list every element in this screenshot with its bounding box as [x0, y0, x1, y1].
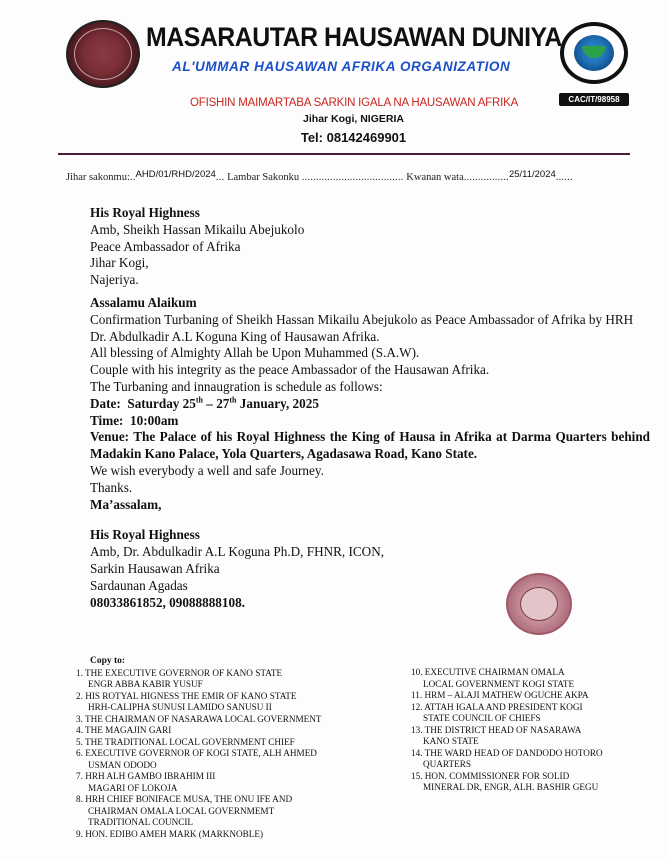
addressee-name: Amb, Sheikh Hassan Mikailu Abejukolo — [90, 221, 305, 237]
ref-label-sakonmu: Jihar sakonmu: — [66, 172, 130, 183]
paragraph-confirmation: Confirmation Turbaning of Sheikh Hassan Mikailu Abejukolo as Peace Ambassador of Afrika by HRH Dr. Abdulkadir A.L Koguna King of Hausawan Afrika. — [90, 311, 634, 344]
addressee-state: Jihar Kogi, — [90, 255, 149, 271]
paragraph-schedule: The Turbaning and innaugration is schedule as follows: — [90, 378, 383, 394]
registration-badge: CAC/IT/98958 — [559, 93, 629, 106]
addressee-country: Najeriya. — [90, 272, 139, 288]
office-location: Jihar Kogi, NIGERIA — [303, 113, 404, 125]
letter-body — [90, 205, 650, 611]
closing: Ma’assalam, — [90, 496, 162, 512]
copy-to-item: 1. THE EXECUTIVE GOVERNOR OF KANO STATE — [76, 667, 283, 678]
signatory-role: Sarkin Hausawan Afrika — [90, 560, 220, 576]
event-time: Time: 10:00am — [90, 412, 179, 428]
ref-value-sakonmu: AHD/01/RHD/2024 — [135, 169, 216, 180]
copy-to-item: MAGARI OF LOKOJA — [88, 782, 178, 793]
copy-to-item: USMAN ODODO — [88, 759, 157, 770]
ref-value-date: 25/11/2024 — [508, 169, 556, 180]
reference-line: Jihar sakonmu:..AHD/01/RHD/2024... Lambar Sakonku .................................... Kwanan wata................25/11/2024...... — [66, 169, 573, 183]
addressee-role: Peace Ambassador of Afrika — [90, 238, 241, 254]
copy-to-item: HRH-CALIPHA SUNUSI LAMIDO SANUSU II — [88, 702, 272, 712]
event-date: Date: Saturday 25th – 27th January, 2025 — [90, 395, 319, 411]
copy-to-item: 12. ATTAH IGALA AND PRESIDENT KOGI — [411, 701, 583, 712]
copy-to-item: KANO STATE — [423, 736, 479, 746]
letterhead-title: MASARAUTAR HAUSAWAN DUNIYA — [146, 22, 562, 52]
event-venue: Venue: The Palace of his Royal Highness the King of Hausa in Afrika at Darma Quarters behind Madakin Kano Palace, Yola Quarters, Agadasawa Road, Kano State. — [90, 429, 650, 462]
copy-to-item: STATE COUNCIL OF CHIEFS — [423, 713, 541, 723]
office-phone: Tel: 08142469901 — [300, 130, 407, 145]
copy-to-item: CHAIRMAN OMALA LOCAL GOVERNMEMT — [88, 805, 275, 816]
paragraph-integrity: Couple with his integrity as the peace Ambassador of the Hausawan Afrika. — [90, 362, 490, 378]
copy-to-item: 14. THE WARD HEAD OF DANDODO HOTORO — [411, 747, 603, 758]
signatory-name: Amb, Dr. Abdulkadir A.L Koguna Ph.D, FHNR, ICON, — [90, 544, 385, 560]
copy-to-item: LOCAL GOVERNMENT KOGI STATE — [423, 678, 575, 689]
copy-to-item: 4. THE MAGAJIN GARI — [76, 725, 172, 735]
copy-to-item: 10. EXECUTIVE CHAIRMAN OMALA — [411, 667, 565, 677]
signatory-phones: 08033861852, 09088888108. — [90, 594, 245, 610]
copy-to-item: 5. THE TRADITIONAL LOCAL GOVERNMENT CHIEF — [76, 736, 295, 747]
header-divider — [58, 153, 630, 155]
copy-to-item: TRADITIONAL COUNCIL — [88, 817, 194, 827]
greeting: Assalamu Alaikum — [90, 294, 197, 310]
copy-to-list-left — [76, 656, 322, 840]
copy-to-heading: Copy to: — [90, 656, 126, 666]
copy-to-item: 11. HRM – ALAJI MATHEW OGUCHE AKPA — [411, 690, 589, 700]
globe-emblem-logo — [560, 22, 628, 84]
copy-to-item: 2. HIS ROTYAL HIGNESS THE EMIR OF KANO STATE — [76, 690, 297, 701]
copy-to-item: 7. HRH ALH GAMBO IBRAHIM III — [76, 771, 216, 781]
copy-to-list-right — [411, 667, 603, 794]
signatory-title: His Royal Highness — [90, 527, 200, 543]
copy-to-item: 6. EXECUTIVE GOVERNOR OF KOGI STATE, ALH AHMED — [76, 748, 317, 758]
paragraph-blessing: All blessing of Almighty Allah be Upon Muhammed (S.A.W). — [90, 345, 420, 361]
organization-seal-logo — [66, 20, 140, 88]
copy-to-item: 8. HRH CHIEF BONIFACE MUSA, THE ONU IFE AND — [76, 794, 293, 804]
copy-to-item: 13. THE DISTRICT HEAD OF NASARAWA — [411, 724, 582, 735]
letterhead-subtitle: AL'UMMAR HAUSAWAN AFRIKA ORGANIZATION — [172, 59, 511, 74]
addressee-title: His Royal Highness — [90, 205, 200, 220]
ref-label-lambar: Lambar Sakonku — [227, 172, 300, 183]
official-stamp — [506, 573, 572, 635]
copy-to-item: 3. THE CHAIRMAN OF NASARAWA LOCAL GOVERNMENT — [76, 713, 322, 724]
copy-to-item: 9. HON. EDIBO AMEH MARK (MARKNOBLE) — [76, 828, 264, 839]
thanks: Thanks. — [90, 479, 133, 495]
ref-label-kwanan: Kwanan wata — [406, 172, 464, 183]
signatory-title-2: Sardaunan Agadas — [90, 577, 188, 593]
copy-to-item: MINERAL DR, ENGR, ALH. BASHIR GEGU — [423, 782, 599, 792]
copy-to-item: QUARTERS — [423, 759, 471, 769]
copy-to-item: 15. HON. COMMISSIONER FOR SOLID — [411, 770, 570, 781]
office-name: OFISHIN MAIMARTABA SARKIN IGALA NA HAUSAWAN AFRIKA — [190, 97, 519, 109]
copy-to-item: ENGR ABBA KABIR YUSUF — [88, 679, 203, 689]
paragraph-wishes: We wish everybody a well and safe Journey. — [90, 462, 324, 478]
